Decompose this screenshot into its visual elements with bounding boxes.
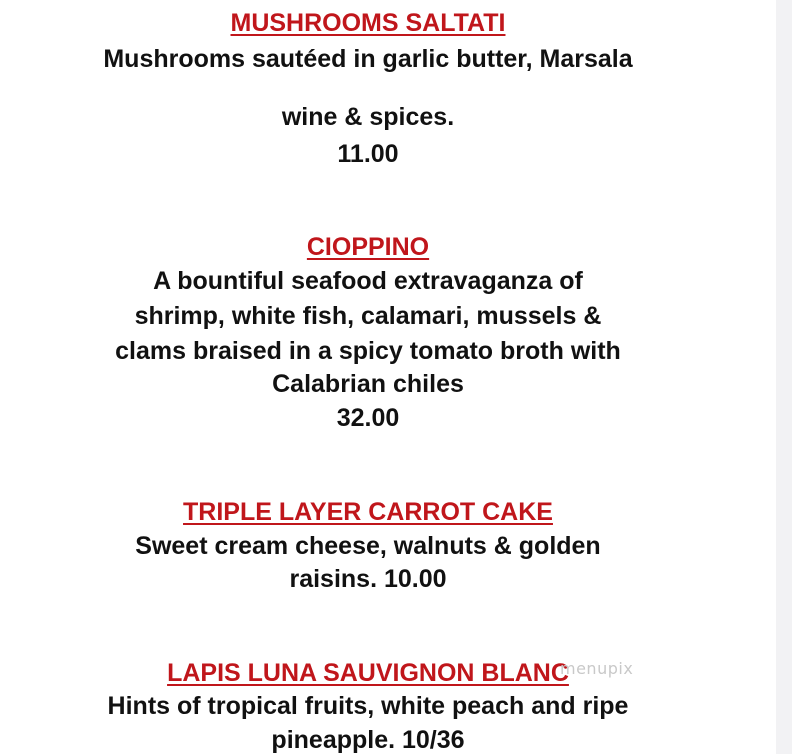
item-description-line: Calabrian chiles [272,370,464,398]
menupix-watermark: menupix [560,659,634,678]
item-title-mushrooms-saltati: MUSHROOMS SALTATI [230,9,506,37]
item-description-line: Sweet cream cheese, walnuts & golden [135,532,601,560]
item-description-line: pineapple. 10/36 [271,726,465,754]
item-title-lapis-luna-sauvignon-blanc: LAPIS LUNA SAUVIGNON BLANC [167,659,569,687]
page-scroll-edge [776,0,792,754]
item-description-line: wine & spices. [281,103,455,131]
item-description-line: Mushrooms sautéed in garlic butter, Marsala [103,45,633,73]
item-description-line: raisins. 10.00 [289,565,447,593]
item-description-line: shrimp, white fish, calamari, mussels & [134,302,602,330]
item-description-line: A bountiful seafood extravaganza of [153,267,583,295]
item-title-cioppino: CIOPPINO [306,233,430,261]
item-price: 32.00 [336,404,400,432]
item-description-line: clams braised in a spicy tomato broth with [115,337,621,365]
item-price: 11.00 [337,140,399,168]
item-description-line: Hints of tropical fruits, white peach and ripe [107,692,629,720]
item-title-triple-layer-carrot-cake: TRIPLE LAYER CARROT CAKE [183,498,553,526]
